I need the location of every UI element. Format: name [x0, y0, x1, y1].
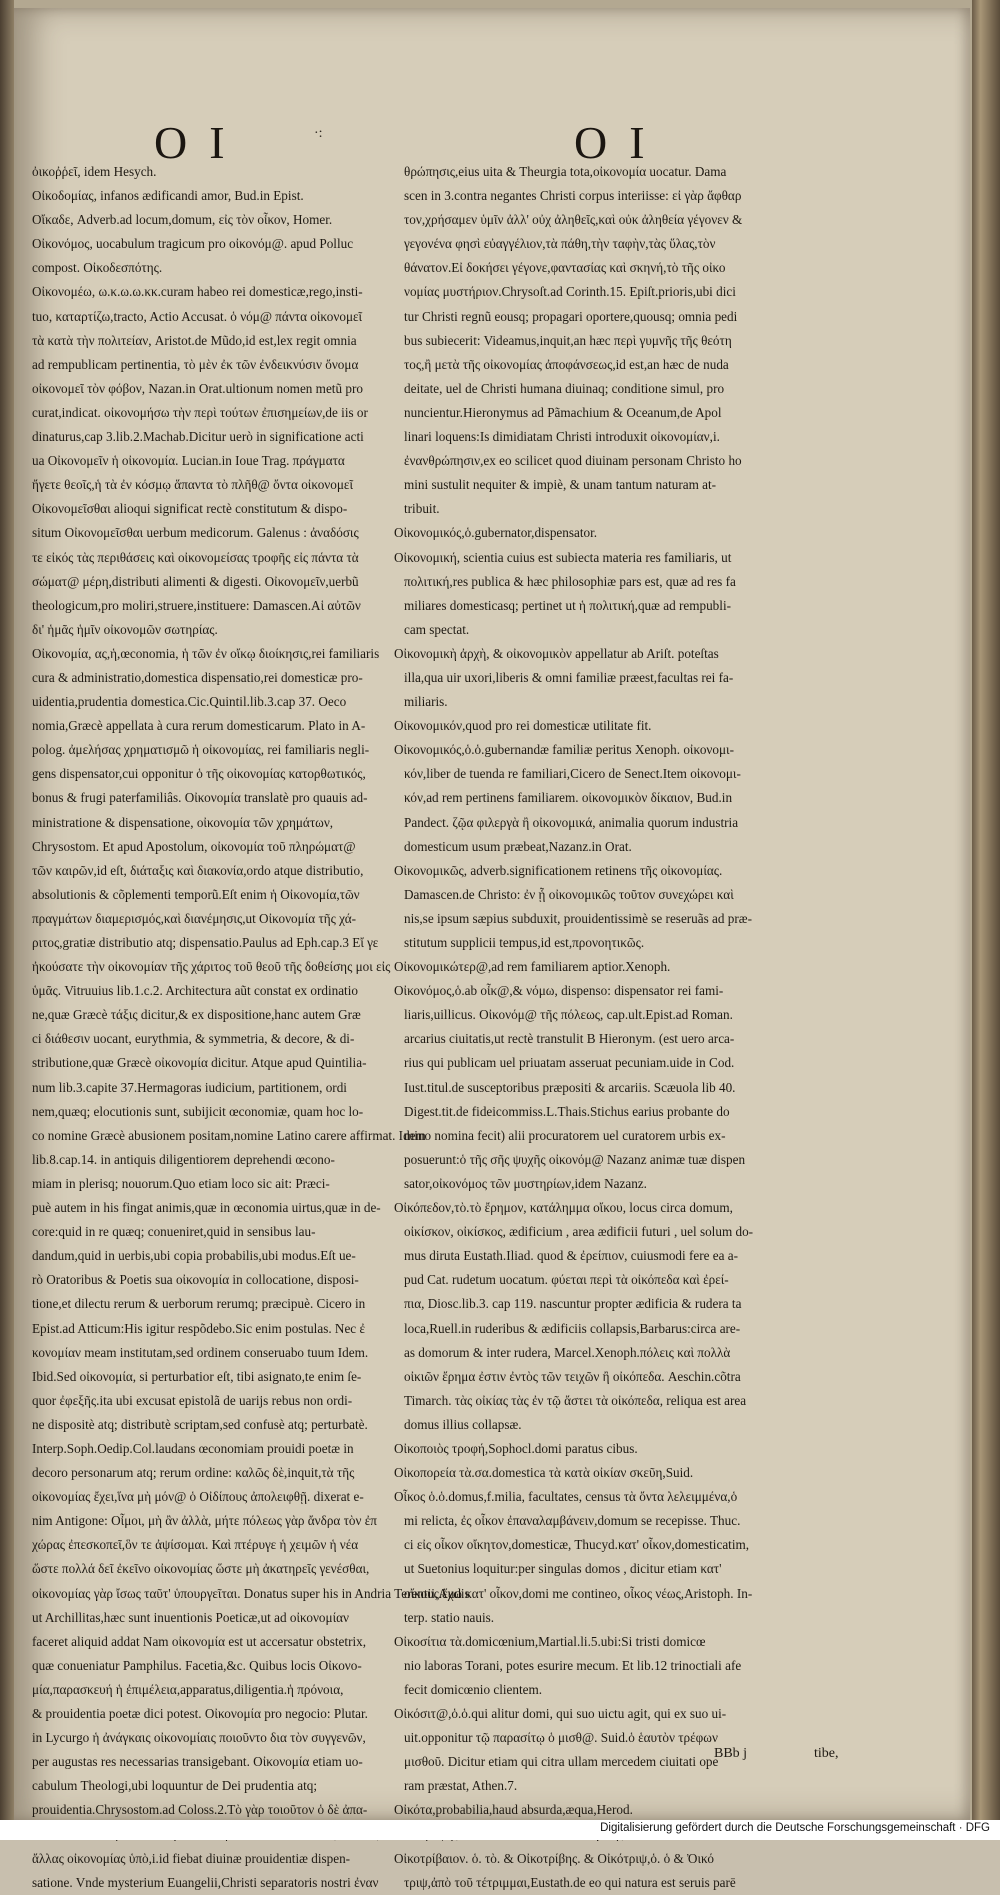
text-line: Ibid.Sed οἰκονομία, si perturbatior eſt, tibi asignato,te enim ſe- — [32, 1368, 362, 1384]
text-line: curat,indicat. οἰκονομήσω τὴν περὶ τούτων ἐπισημείων,de iis or — [32, 404, 368, 420]
text-line: mi relicta, ἐς οἶκον ἐπαναλαμβάνειν,domum se recepisse. Thuc. — [404, 1513, 741, 1529]
text-line: uit.opponitur τῷ παρασίτῳ ὁ μισθ@. Suid.ὁ ἑαυτὸν τρέφων — [404, 1730, 718, 1746]
text-line: decoro personarum atq; rerum ordine: καλῶς δὲ,inquit,τὰ τῆς — [32, 1465, 355, 1481]
text-line: quor ἐφεξῆς.ita ubi excusat epistolã de uarijs rebus non ordi- — [32, 1392, 353, 1408]
text-line: τριψ,ἀπὸ τοῦ τέτριμμαι,Eustath.de eo qui natura est seruis parē — [404, 1874, 736, 1890]
text-line: νομίας μυστήριον.Chrysoſt.ad Corinth.15. Epiſt.prioris,ubi dici — [404, 284, 736, 300]
text-line: co nomine Græcè abusionem positam,nomine Latino carere affirmat. Idem — [32, 1127, 426, 1143]
text-line: Digest.tit.de fideicommiss.L.Thais.Stichus earius probante do — [404, 1103, 730, 1119]
text-line: ριτος,gratiæ distributio atq; dispensatio.Paulus ad Eph.cap.3 Εἴ γε — [32, 935, 379, 950]
text-line: πολιτική,res publica & hæc philosophiæ pars est, quæ ad res fa — [404, 573, 736, 589]
entry-headword-line: Οἰκοσίτια τὰ.domicœnium,Martial.li.5.ubi:Si tristi domicœ — [394, 1633, 706, 1649]
text-line: κόν,ad rem pertinens familiarem. οἰκονομικὸν δίκαιον, Bud.in — [404, 790, 733, 806]
text-line: ram præstat, Athen.7. — [404, 1778, 518, 1794]
text-line: ἠκούσατε τὴν οἰκονομίαν τῆς χάριτος τοῦ θεοῦ τῆς δοθείσης μοι εἰς — [32, 959, 391, 975]
text-line: Interp.Soph.Oedip.Col.laudans œconomiam prouidi poetæ in — [32, 1440, 354, 1456]
text-line: nio laboras Torani, potes esurire mecum. Et lib.12 trinoctiali afe — [404, 1657, 742, 1673]
text-line: οἰκιῶν ἔρημα ἐστιν ἐντὸς τῶν τειχῶν ἢ οἰκόπεδα. Aeschin.cõtra — [404, 1368, 741, 1384]
text-line: τον,χρήσαμεν ὑμῖν ἀλλ' οὐχ ἀληθεῖς,καὶ οὐκ ἀληθεία γέγονεν & — [404, 212, 743, 228]
text-line: τὰ κατὰ τὴν πολιτείαν, Aristot.de Mũdo,id est,lex regit omnia — [32, 332, 357, 348]
text-line: linari loquens:Is dimidiatam Christi introduxit οἰκονομίαν,i. — [404, 429, 720, 445]
entry-headword-line: Οἰκονομικώτερ@,ad rem familiarem aptior.Xenoph. — [394, 959, 671, 975]
text-line: & prouidentia poetæ dici potest. Οἰκονομία pro negocio: Plutar. — [32, 1706, 368, 1721]
text-line: dinaturus,cap 3.lib.2.Machab.Dicitur uerò in significatione acti — [32, 429, 364, 445]
text-line: polog. ἀμελήσας χρηματισμῶ ἡ οἰκονομίας, rei familiaris negli- — [32, 742, 370, 758]
text-line: tur Christi regnũ eousq; propagari oportere,quousq; omnia pedi — [404, 308, 738, 324]
text-line: Οἰκονόμος, uocabulum tragicum pro οἰκονόμ@. apud Polluc — [32, 236, 354, 252]
text-line: ἤγετε θεοῖς,ἡ τὰ ἐν κόσμῳ ἅπαντα τὸ πλῆθ@ ὄντα οἰκονομεῖ — [32, 477, 353, 493]
text-line: Damascen.de Christo: ἐν ᾗ οἰκονομικῶς τοῦτον συνεχώρει καὶ — [404, 886, 734, 902]
text-line: ua Οἰκονομεῖν ἡ οἰκονομία. Lucian.in Ioue Trag. πράγματα — [32, 453, 345, 469]
text-line: liaris,uillicus. Οἰκονόμ@ τῆς πόλεως, cap.ult.Epist.ad Roman. — [404, 1007, 733, 1023]
signature-mark: BBb j — [714, 1746, 748, 1761]
entry-headword-line: Οἰκότα,probabilia,haud absurda,æqua,Herod. — [394, 1802, 633, 1818]
text-line: ut Suetonius loquitur:per singulas domos , dicitur etiam κατ' — [404, 1561, 722, 1577]
text-line: domesticum usum præbeat,Nazanz.in Orat. — [404, 838, 632, 854]
text-line: tione,et dilectu rerum & uerborum rerumq; præcipuè. Cicero in — [32, 1296, 366, 1312]
text-line: Pandect. ζῷα φιλεργὰ ἢ οἰκονομικά, animalia quorum industria — [404, 814, 739, 830]
text-line: rò Oratoribus & Poetis sua οἰκονομία in collocatione, disposi- — [32, 1272, 359, 1288]
text-line: uidentia,prudentia domestica.Cic.Quintil.lib.3.cap 37. Oeco — [32, 694, 347, 710]
text-line: σώματ@ μέρη,distributi alimenti & digesti. Οἰκονομεῖν,uerbũ — [32, 573, 359, 589]
entry-headword-line: Οἰκοπορεία τὰ.σα.domestica τὰ κατὰ οἰκίαν σκεῦη,Suid. — [394, 1465, 694, 1481]
catchword: tibe, — [814, 1746, 839, 1761]
text-line: miliaris. — [404, 694, 448, 710]
text-line: κονομίαν meam institutam,sed ordinem conseruabo tuum Idem. — [32, 1344, 369, 1360]
text-line: absolutionis & cõplementi temporũ.Eſt enim ἡ Οἰκονομία,τῶν — [32, 886, 360, 902]
entry-headword-line: Οἰκοτρίβαιον. ὁ. τὸ. & Οἰκοτρίβης. & Οἰκότριψ,ὁ. ὁ & Ὀικό — [394, 1850, 714, 1866]
text-line: as domorum & inter rudera, Marcel.Xenoph.πόλεις καὶ πολλὰ — [404, 1344, 731, 1360]
text-line: τῶν καιρῶν,id eſt, διάταξις καὶ διακονία,ordo atque distributio, — [32, 862, 364, 878]
text-line: οἰκονομίας ἔχει,ἵνα μὴ μόν@ ὁ Οἰδίπους ἀπολειφθῇ. dixerat e- — [32, 1489, 364, 1505]
text-line: tribuit. — [404, 501, 440, 517]
text-line: compost. Οἰκοδεσπότης. — [32, 260, 163, 276]
text-line: ἄλλας οἰκονομίας ὑπὸ,i.id fiebat diuinæ prouidentiæ dispen- — [32, 1850, 351, 1866]
text-line: miliares domesticasq; pertinet ut ἡ πολιτική,quæ ad rempubli- — [404, 597, 731, 613]
text-line: γεγονένα φησὶ εὐαγγέλιον,τὰ πάθη,τὴν ταφὴν,τὰς ὕλας,τὸν — [404, 236, 716, 252]
entry-headword-line: Οἰκονομικός,ὁ.gubernator,dispensator. — [394, 525, 598, 541]
running-head-right: OI — [574, 117, 667, 168]
text-line: πια, Diosc.lib.3. cap 119. nascuntur propter ædificia & rudera ta — [404, 1296, 742, 1312]
entry-headword-line: Οἰκονομική, scientia cuius est subiecta materia res familiaris, ut — [394, 549, 732, 565]
text-line: lib.8.cap.14. in antiquis diligentiorem deprehendi œcono- — [32, 1151, 335, 1167]
text-line: ci διάθεσιν uocant, eurythmia, & symmetria, & decore, & di- — [32, 1031, 355, 1047]
text-line: cam spectat. — [404, 621, 470, 637]
text-line: ci εἰς οἶκον οἴκητον,domesticæ, Thucyd.κατ' οἶκον,domesticatim, — [404, 1537, 750, 1553]
text-line: nis,se ipsum sæpius subduxit, prouidentissimè se reseruãs ad præ- — [404, 910, 752, 926]
text-line: οἴκους.ἔχω κατ' οἶκον,domi me contineo, οἶκος νέως,Aristoph. In- — [404, 1585, 753, 1601]
text-line: ὑμᾶς. Vitruuius lib.1.c.2. Architectura aũt constat ex ordinatio — [32, 983, 358, 999]
text-line: Epist.ad Atticum:His igitur respõdebo.Sic enim postulas. Nec ἐ — [32, 1320, 365, 1336]
text-line: Οἰκοδομίας, infanos ædificandi amor, Bud.in Epist. — [32, 188, 304, 204]
text-line: οἰκίσκον, οἰκίσκος, ædificium , area ædificii futuri , uel solum do- — [404, 1224, 754, 1240]
text-line: cura & administratio,domestica dispensatio,rei domesticæ pro- — [32, 669, 363, 685]
text-line: per augustas res necessarias transigebant. Οἰκονομία etiam uo- — [32, 1754, 363, 1770]
text-line: θρώπησις,eius uita & Theurgia tota,οἰκονομία uocatur. Dama — [404, 164, 727, 179]
text-line: ne dispositè atq; distributè scriptam,sed confusè atq; perturbatè. — [32, 1416, 368, 1432]
text-line: nuncientur.Hieronymus ad Pãmachium & Oceanum,de Apol — [404, 404, 722, 420]
text-line: nim Antigone: Οἶμοι, μὴ ἂν ἀλλὰ, μήτε πόλεως γὰρ ἄνδρα τὸν ἐπ — [32, 1513, 377, 1529]
entry-headword-line: Οἰκοποιὸς τροφή,Sophocl.domi paratus cibus. — [394, 1440, 638, 1456]
text-line: Οἰκονομία, ας,ἡ,œconomia, ἡ τῶν ἐν οἴκῳ διοίκησις,rei familiaris — [32, 645, 380, 661]
text-line: τος,ἢ μετὰ τῆς οἰκονομίας ἀποφάνσεως,id est,an hæc de nuda — [404, 356, 729, 372]
entry-headword-line: Οἰκόπεδον,τὸ.τὸ ἔρημον, κατάλημμα οἴκου, locus circa domum, — [394, 1200, 733, 1216]
text-line: ad rempublicam pertinentia, τὸ μὲν ἐκ τῶν ἐνδεικνύσιν ὄνομα — [32, 356, 359, 372]
entry-headword-line: Οἰκονομικός,ὁ.ὁ.gubernandæ familiæ peritus Xenoph. οἰκονομι- — [394, 742, 734, 758]
book-spine — [0, 0, 14, 1840]
text-line: quæ conueniatur Pamphilus. Facetia,&c. Quibus locis Οἰκονο- — [32, 1657, 362, 1673]
text-line: χώρας ἐπεσκοπεῖ,ὃν τε ἀψίσομαι. Καὶ πτέρυγε ἡ χειμῶν ἡ νέα — [32, 1537, 359, 1553]
text-line: οἰκονομεῖ τὸν φόβον, Nazan.in Orat.ultionum nomen metũ pro — [32, 380, 363, 396]
text-line: domus illius collapsæ. — [404, 1416, 522, 1432]
text-line: οἰκονομίας γὰρ ἴσως ταῦτ' ὑπουργεῖται. Donatus super his in Andria Terentii,Audis — [32, 1585, 470, 1601]
text-line: θάνατον.Εἰ δοκήσει γέγονε,φαντασίας καὶ σκηνή,τὸ τῆς οἰκο — [404, 260, 726, 276]
text-line: Οἴκαδε, Adverb.ad locum,domum, εἰς τὸν οἶκον, Homer. — [32, 212, 333, 228]
text-line: Οἰκονομεῖσθαι alioqui significat rectè constitutum & dispo- — [32, 501, 348, 517]
text-line: ne,quæ Græcè τάξις dicitur,& ex dispositione,hanc autem Græ — [32, 1007, 361, 1023]
entry-headword-line: Οἰκόσιτ@,ὁ.ὁ.qui alitur domi, qui suo uictu agit, qui ex suo ui- — [394, 1706, 727, 1721]
text-line: gens dispensator,cui opponitur ὁ τῆς οἰκονομίας κατορθωτικός, — [32, 766, 366, 782]
page-edge — [972, 0, 1000, 1820]
text-line: in Lycurgo ἡ ἀνάγκαις οἰκονομίαις ποιοῦντο δια τὸν συγγενῶν, — [32, 1730, 366, 1746]
entry-headword-line: Οἰκονομικὴ ἀρχὴ, & οἰκονομικὸν appellatur ab Ariſt. poteſtas — [394, 645, 719, 661]
running-head-left: OI — [154, 117, 247, 168]
text-line: illa,qua uir uxori,liberis & omni familiæ præest,facultas rei fa- — [404, 669, 734, 685]
text-line: num lib.3.capite 37.Hermagoras iudicium, partitionem, ordi — [32, 1079, 347, 1095]
text-line: sator,οἰκονόμος τῶν μυστηρίων,idem Nazanz. — [404, 1175, 647, 1191]
text-line: Οἰκονομέω, ω.κ.ω.ω.κκ.curam habeo rei domesticæ,rego,insti- — [32, 284, 363, 300]
text-line: arcarius ciuitatis,ut rectè transtulit B Hieronym. (est uero arca- — [404, 1031, 735, 1047]
text-line: ὀικοῤῥεῖ, idem Hesych. — [32, 164, 157, 179]
text-line: bonus & frugi paterfamiliâs. Οἰκονομία translatè pro quauis ad- — [32, 790, 368, 806]
text-line: ut Archillitas,hæc sunt inuentionis Poeticæ,ut ad οἰκονομίαν — [32, 1609, 350, 1625]
text-line: κόν,liber de tuenda re familiari,Cicero de Senect.Item οἰκονομι- — [404, 766, 741, 782]
text-line: puè autem in his fingat animis,quæ in œconomia uirtus,quæ in de- — [32, 1200, 381, 1216]
text-line: satione. Vnde mysterium Euangelii,Christi separatoris nostri ἐναν — [32, 1874, 379, 1890]
text-line: posuerunt:ὁ τῆς σῆς ψυχῆς οἰκονόμ@ Nazanz animæ tuæ dispen — [404, 1151, 746, 1167]
text-line: terp. statio nauis. — [404, 1609, 495, 1625]
running-head-mark: ·: — [314, 126, 323, 141]
text-line: Iust.titul.de susceptoribus præpositi & arcariis. Scæuola lib 40. — [404, 1079, 736, 1095]
text-line: τε εἰκός τὰς περιθάσεις καὶ οἰκονομείσας τροφῆς εἰς πάντα τὰ — [32, 549, 359, 565]
text-line: mus diruta Eustath.Iliad. quod & ἐρείπιον, cuiusmodi fere ea a- — [404, 1248, 739, 1264]
text-line: tuo, καταρτίζω,tracto, Actio Accusat. ὁ νόμ@ πάντα οἰκονομεῖ — [32, 308, 363, 324]
text-line: ἐνανθρώπησιν,ex eo scilicet quod diuinam personam Christo ho — [404, 453, 742, 469]
text-line: mini sustulit nequiter & impiè, & unam tantum naturam at- — [404, 477, 717, 493]
entry-headword-line: Οἰκονόμος,ὁ.ab οἶκ@,& νόμω, dispenso: dispensator rei fami- — [394, 983, 724, 999]
text-line: miam in plerisq; nouorum.Quo etiam loco sic ait: Præci- — [32, 1175, 330, 1191]
text-line: δι' ἡμᾶς ἡμῖν οἰκονομῶν σωτηρίας. — [32, 621, 218, 637]
entry-headword-line: Οἰκονομικῶς, adverb.significationem retinens τῆς οἰκονομίας. — [394, 862, 723, 878]
text-line: loca,Ruell.in ruderibus & ædificiis collapsis,Barbarus:circa are- — [404, 1320, 741, 1336]
text-line: ministratione & dispensatione, οἰκονομία τῶν χρημάτων, — [32, 814, 334, 830]
text-line: theologicum,pro moliri,struere,instituere: Damascen.Αἱ αὐτῶν — [32, 597, 361, 613]
entry-headword-line: Οἶκος ὁ.ὁ.domus,f.milia, facultates, census τὰ ὄντα λελειμμένα,ὁ — [394, 1489, 738, 1505]
text-line: nem,quæq; elocutionis sunt, subijicit œconomiæ, quam hoc lo- — [32, 1103, 364, 1119]
text-line: scen in 3.contra negantes Christi corpus interiisse: εἰ γὰρ ἄφθαρ — [404, 188, 742, 204]
entry-headword-line: Οἰκονομικόν,quod pro rei domesticæ utilitate fit. — [394, 718, 652, 734]
text-line: fecit domicœnio clientem. — [404, 1681, 543, 1697]
text-line: deitate, uel de Christi humana diuinaq; conditione simul, pro — [404, 380, 725, 396]
text-line: πραγμάτων διαμερισμός,καὶ διανέμησις,ut Οἰκονομία τῆς χά- — [32, 910, 357, 926]
text-line: rius qui publicam uel priuatam asseruat pecuniam.uide in Cod. — [404, 1055, 735, 1071]
text-line: faceret aliquid addat Nam οἰκονομία est ut accersatur obstetrix, — [32, 1633, 367, 1649]
text-line: core:quid in re quæq; conueniret,quid in sensibus lau- — [32, 1224, 316, 1240]
text-line: stitutum supplicii tempus,id est,προνοητικῶς. — [404, 935, 645, 950]
text-line: Timarch. τὰς οἰκίας τὰς ἐν τῷ ἄστει τὰ οἰκόπεδα, reliqua est area — [404, 1392, 747, 1408]
text-line: prouidentia.Chrysostom.ad Coloss.2.Τὸ γὰρ τοιοῦτον ὁ δὲ ἀπα- — [32, 1802, 368, 1818]
text-line: μισθοῦ. Dicitur etiam qui citra ullam mercedem ciuitati ope — [404, 1754, 719, 1770]
right-text-column — [394, 160, 846, 1895]
text-line: Chrysostom. Et apud Apostolum, οἰκονομία τοῦ πληρώματ@ — [32, 838, 356, 854]
text-line: ὥστε πολλά δεῖ ἐκεῖνο οἰκονομίας ὥστε μὴ ἀκατηρεῖς γενέσθαι, — [32, 1561, 370, 1577]
text-line: mino nomina fecit) alii procuratorem uel curatorem urbis ex- — [404, 1127, 726, 1143]
text-line: situm Οἰκονομεῖσθαι uerbum medicorum. Galenus : ἀναδόσις — [32, 525, 359, 541]
text-line: nomia,Græcè appellata à cura rerum domesticarum. Plato in A- — [32, 718, 366, 734]
text-line: pud Cat. rudetum uocatum. φύεται περὶ τὰ οἰκόπεδα καὶ ἐρεί- — [404, 1272, 729, 1288]
text-line: bus subiecerit: Videamus,inquit,an hæc περὶ γυμνῆς τῆς θεότη — [404, 332, 732, 348]
text-line: μία,παρασκευή ἡ ἐπιμέλεια,apparatus,diligentia.ἡ πρόνοια, — [32, 1681, 344, 1697]
text-line: cabulum Theologi,ubi loquuntur de Dei prudentia atq; — [32, 1778, 318, 1794]
text-line: stributione,quæ Græcè οἰκονομία dicitur. Atque apud Quintilia- — [32, 1055, 367, 1071]
digitization-credit: Digitalisierung gefördert durch die Deutsche Forschungsgemeinschaft · DFG — [600, 1822, 990, 1834]
text-line: dandum,quid in uerbis,ubi copia probabilis,ubi modus.Eſt ue- — [32, 1248, 356, 1264]
